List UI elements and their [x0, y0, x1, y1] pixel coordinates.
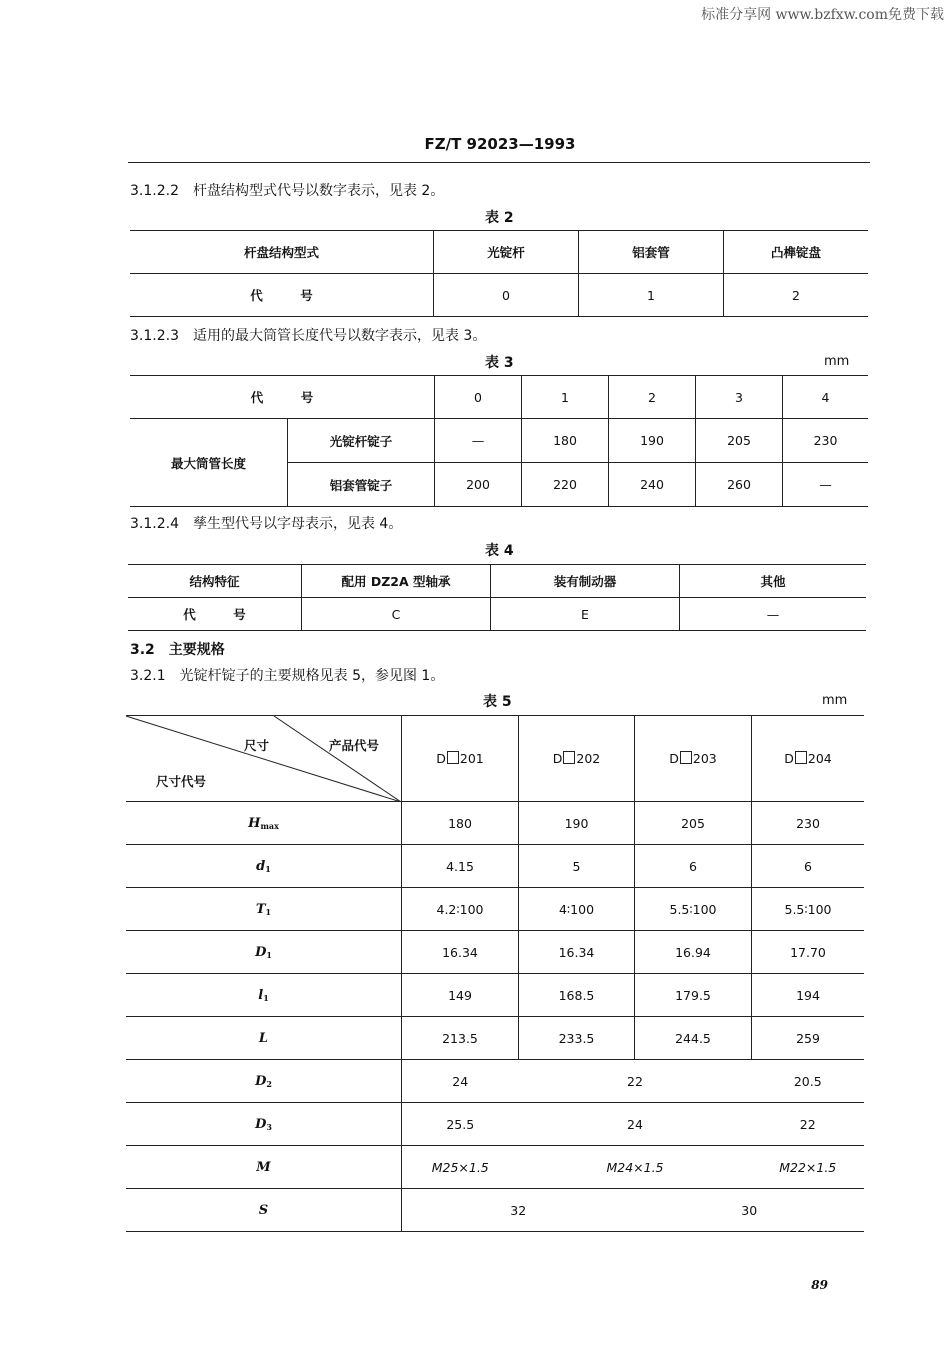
- table5-row: [126, 845, 864, 888]
- table5-cell: 20.5: [752, 1060, 865, 1103]
- section-number: 3.2: [130, 642, 155, 658]
- table5-cell: 16.34: [519, 931, 635, 974]
- product-suffix: 204: [807, 751, 832, 766]
- table5-row: [126, 802, 864, 845]
- table5-cell: 194: [752, 974, 865, 1017]
- section-number: 3.1.2.2: [130, 183, 179, 199]
- table5-symbol-cell: [126, 888, 402, 931]
- table3-header-cell: 3: [696, 376, 783, 419]
- table5-symbol-cell: [126, 1060, 402, 1103]
- section-number: 3.2.1: [130, 668, 166, 684]
- table-4: [128, 564, 866, 631]
- blank-box: [795, 751, 807, 764]
- product-code-cell: [752, 716, 865, 802]
- section-321: [130, 665, 444, 685]
- standard-code-header: FZ/T 92023—1993: [424, 135, 576, 153]
- symbol: D: [255, 1116, 267, 1132]
- table5-cell: 259: [752, 1017, 865, 1060]
- table3-unit: mm: [824, 354, 850, 369]
- header-rule: [128, 162, 870, 163]
- table5-cell: M25×1.5: [402, 1146, 519, 1189]
- table5-unit: mm: [822, 693, 848, 708]
- product-code-cell: [402, 716, 519, 802]
- product-suffix: 203: [692, 751, 717, 766]
- table5-symbol-cell: [126, 845, 402, 888]
- symbol: H: [248, 815, 261, 831]
- table-5: [126, 715, 864, 1232]
- table3-header-cell: 1: [522, 376, 609, 419]
- table5-symbol-cell: [126, 802, 402, 845]
- table3-cell: 240: [609, 463, 696, 507]
- table5-cell: 30: [635, 1189, 865, 1232]
- table3-header-cell: 0: [435, 376, 522, 419]
- table4-caption: 表 4: [485, 543, 514, 559]
- table5-cell: 190: [519, 802, 635, 845]
- section-text: 光锭杆锭子的主要规格见表 5，参见图 1。: [179, 668, 445, 684]
- table2-header-cell: 凸榫锭盘: [724, 231, 869, 274]
- table5-symbol-cell: M: [126, 1146, 402, 1189]
- table5-cell: 179.5: [635, 974, 752, 1017]
- table-2: [130, 230, 868, 317]
- table5-cell: 4.15: [402, 845, 519, 888]
- section-number: 3.1.2.4: [130, 516, 179, 532]
- section-number: 3.1.2.3: [130, 328, 179, 344]
- table5-cell: 168.5: [519, 974, 635, 1017]
- symbol-subscript: 1: [266, 949, 272, 960]
- table4-cell: C: [302, 598, 491, 631]
- product-prefix: D: [669, 751, 679, 766]
- table5-symbol-cell: S: [126, 1189, 402, 1232]
- table2-row-label: 代 号: [130, 274, 434, 317]
- symbol: l: [258, 987, 264, 1003]
- table5-symbol-cell: [126, 1103, 402, 1146]
- product-prefix: D: [552, 751, 563, 766]
- table3-cell: 205: [696, 419, 783, 463]
- blank-box: [680, 751, 692, 764]
- table4-header-cell: 结构特征: [128, 565, 302, 598]
- table5-row: [126, 974, 864, 1017]
- table5-cell: 24: [519, 1103, 752, 1146]
- table5-cell: 5: [519, 845, 635, 888]
- table2-cell: 2: [724, 274, 869, 317]
- table5-caption: 表 5: [483, 694, 512, 710]
- table4-row-label: 代 号: [128, 598, 302, 631]
- section-3124: [130, 513, 402, 533]
- table5-symbol-cell: [126, 931, 402, 974]
- section-text: 主要规格: [168, 642, 225, 658]
- section-32: [130, 639, 225, 659]
- table5-cell: 4.2∶100: [402, 888, 519, 931]
- table5-cell: 205: [635, 802, 752, 845]
- table5-cell: 213.5: [402, 1017, 519, 1060]
- table5-cell: 244.5: [635, 1017, 752, 1060]
- product-suffix: 202: [576, 751, 601, 766]
- table3-cell: 260: [696, 463, 783, 507]
- table5-cell: 233.5: [519, 1017, 635, 1060]
- table5-cell: 16.94: [635, 931, 752, 974]
- corner-label-dimension: 尺寸代号: [156, 774, 207, 789]
- table5-row: [126, 1017, 864, 1060]
- table3-group-label: 最大筒管长度: [130, 419, 288, 507]
- symbol: d: [256, 858, 266, 874]
- table3-cell: 180: [522, 419, 609, 463]
- symbol-subscript: 2: [266, 1078, 272, 1089]
- table3-cell: —: [435, 419, 522, 463]
- table4-cell: —: [680, 598, 867, 631]
- table2-cell: 0: [434, 274, 579, 317]
- table5-cell: 230: [752, 802, 865, 845]
- table2-cell: 1: [579, 274, 724, 317]
- page-number: 89: [811, 1278, 828, 1292]
- table4-cell: E: [491, 598, 680, 631]
- table3-caption: 表 3: [485, 355, 514, 371]
- section-3122: [130, 180, 444, 200]
- table-3: [130, 375, 868, 507]
- table5-cell: 22: [752, 1103, 865, 1146]
- section-text: 适用的最大筒管长度代号以数字表示，见表 3。: [192, 328, 487, 344]
- table5-row: [126, 888, 864, 931]
- table5-cell: 17.70: [752, 931, 865, 974]
- table5-cell: 149: [402, 974, 519, 1017]
- table2-header-cell: 杆盘结构型式: [130, 231, 434, 274]
- blank-box: [563, 751, 575, 764]
- table3-cell: 190: [609, 419, 696, 463]
- table3-header-label: 代 号: [130, 376, 435, 419]
- symbol: L: [258, 1030, 269, 1046]
- table5-cell: M24×1.5: [519, 1146, 752, 1189]
- table4-header-cell: 配用 DZ2A 型轴承: [302, 565, 491, 598]
- table5-row: [126, 931, 864, 974]
- table5-cell: 24: [402, 1060, 519, 1103]
- table5-spec-rows: [126, 802, 864, 1060]
- table5-cell: 180: [402, 802, 519, 845]
- table5-cell: 32: [402, 1189, 635, 1232]
- section-text: 杆盘结构型式代号以数字表示，见表 2。: [192, 183, 445, 199]
- product-code-cell: [635, 716, 752, 802]
- product-prefix: D: [784, 751, 794, 766]
- section-3123: [130, 325, 486, 345]
- table5-cell: 5.5∶100: [752, 888, 865, 931]
- symbol-subscript: 1: [265, 863, 271, 874]
- product-prefix: D: [436, 751, 446, 766]
- table5-cell: 6: [752, 845, 865, 888]
- watermark: 标准分享网 www.bzfxw.com免费下载: [701, 7, 944, 23]
- table3-cell: —: [783, 463, 869, 507]
- table5-cell: 4∶100: [519, 888, 635, 931]
- table2-caption: 表 2: [485, 210, 514, 226]
- table3-cell: 200: [435, 463, 522, 507]
- table4-header-cell: 装有制动器: [491, 565, 680, 598]
- table5-cell: 5.5∶100: [635, 888, 752, 931]
- corner-label-size: 尺寸: [244, 738, 270, 753]
- symbol-subscript: 1: [263, 992, 269, 1003]
- table3-row-label: 光锭杆锭子: [288, 419, 435, 463]
- symbol-subscript: max: [260, 820, 279, 831]
- table5-cell: 6: [635, 845, 752, 888]
- blank-box: [447, 751, 459, 764]
- symbol: D: [255, 1073, 267, 1089]
- symbol-subscript: 1: [265, 906, 272, 917]
- symbol-subscript: 3: [266, 1121, 272, 1132]
- corner-label-product: 产品代号: [329, 738, 380, 753]
- table3-row-label: 铝套管锭子: [288, 463, 435, 507]
- table4-header-cell: 其他: [680, 565, 867, 598]
- table3-header-cell: 4: [783, 376, 869, 419]
- table2-header-cell: 铝套管: [579, 231, 724, 274]
- table5-symbol-cell: [126, 974, 402, 1017]
- table3-header-cell: 2: [609, 376, 696, 419]
- table5-cell: 25.5: [402, 1103, 519, 1146]
- table5-cell: 22: [519, 1060, 752, 1103]
- table5-symbol-cell: [126, 1017, 402, 1060]
- section-text: 孳生型代号以字母表示，见表 4。: [192, 516, 403, 532]
- table3-cell: 230: [783, 419, 869, 463]
- table5-cell: 16.34: [402, 931, 519, 974]
- product-code-cell: [519, 716, 635, 802]
- symbol: T: [255, 901, 266, 917]
- table3-cell: 220: [522, 463, 609, 507]
- table2-header-cell: 光锭杆: [434, 231, 579, 274]
- product-suffix: 201: [459, 751, 484, 766]
- table5-corner-cell: [126, 716, 402, 802]
- table5-cell: M22×1.5: [752, 1146, 865, 1189]
- symbol: D: [255, 944, 267, 960]
